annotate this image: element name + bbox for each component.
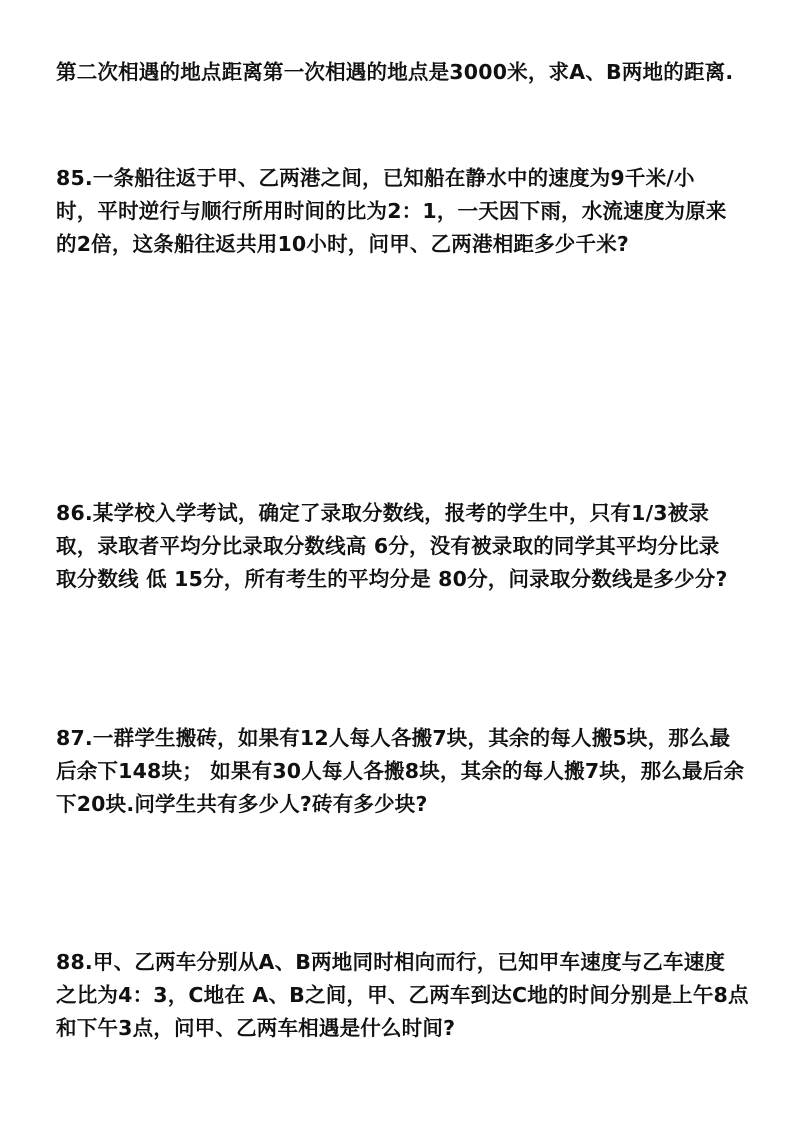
problem-line: 之比为4：3，C地在 A、B之间，甲、乙两车到达C地的时间分别是上午8点 xyxy=(56,983,749,1007)
problem-continuation xyxy=(56,56,756,89)
problem-line: 取分数线 低 15分，所有考生的平均分是 80分，问录取分数线是多少分? xyxy=(56,567,728,591)
problem-line: 第二次相遇的地点距离第一次相遇的地点是3000米，求A、B两地的距离. xyxy=(56,60,734,84)
problem-line: 取，录取者平均分比录取分数线高 6分，没有被录取的同学其平均分比录 xyxy=(56,534,720,558)
problem-line: 的2倍，这条船往返共用10小时，问甲、乙两港相距多少千米? xyxy=(56,232,629,256)
problem-line: 下20块.问学生共有多少人?砖有多少块? xyxy=(56,792,428,816)
problem-line: 86.某学校入学考试，确定了录取分数线，报考的学生中，只有1/3被录 xyxy=(56,501,710,525)
problem-86 xyxy=(56,497,756,596)
problem-line: 和下午3点，问甲、乙两车相遇是什么时间? xyxy=(56,1016,456,1040)
problem-line: 85.一条船往返于甲、乙两港之间，已知船在静水中的速度为9千米/小 xyxy=(56,166,695,190)
problem-line: 后余下148块； 如果有30人每人各搬8块，其余的每人搬7块，那么最后余 xyxy=(56,759,745,783)
problem-line: 时，平时逆行与顺行所用时间的比为2：1，一天因下雨，水流速度为原来 xyxy=(56,199,727,223)
problem-line: 87.一群学生搬砖，如果有12人每人各搬7块，其余的每人搬5块，那么最 xyxy=(56,726,731,750)
problem-87 xyxy=(56,722,756,821)
problem-85 xyxy=(56,162,756,261)
problem-line: 88.甲、乙两车分别从A、B两地同时相向而行，已知甲车速度与乙车速度 xyxy=(56,950,726,974)
problem-88 xyxy=(56,946,756,1045)
